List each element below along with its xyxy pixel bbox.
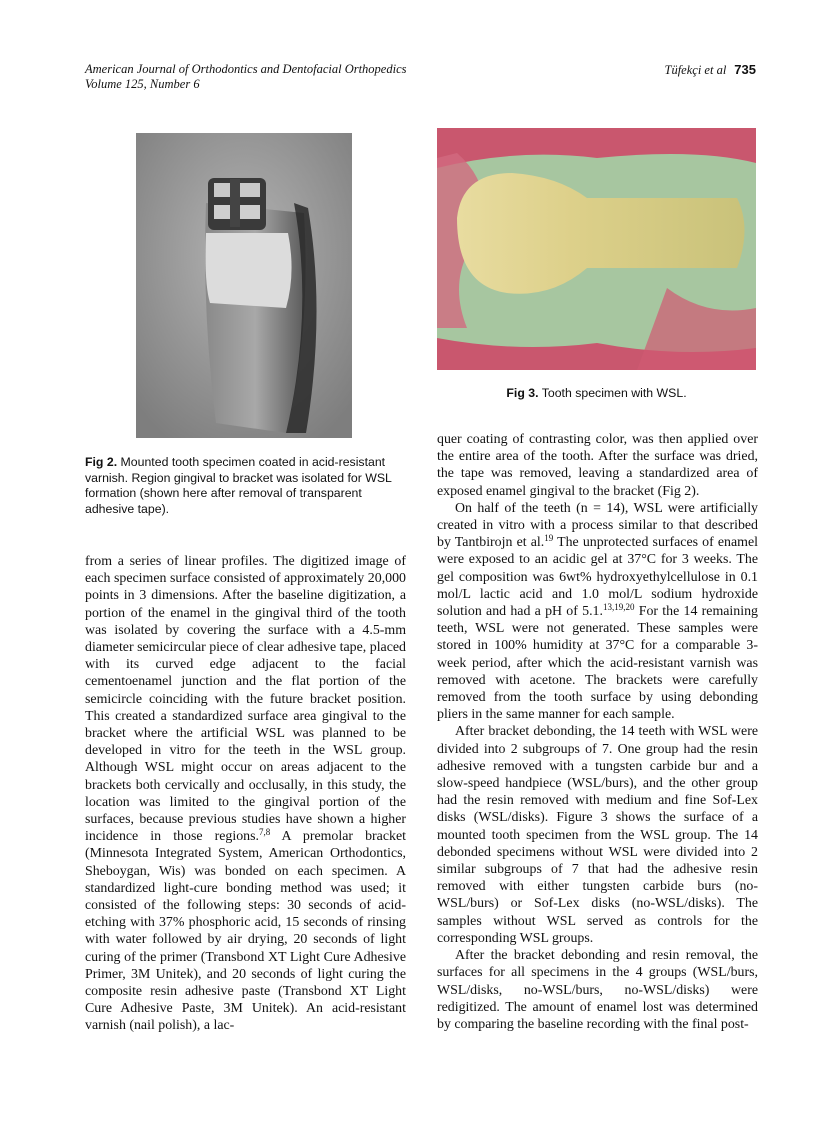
journal-volume: Volume 125, Number 6 <box>85 77 200 91</box>
figure-3-label: Fig 3. <box>506 386 539 400</box>
paragraph: After bracket debonding, the 14 teeth with WSL were divided into 2 subgroups of 7. One group had the resin adhesive removed with a tungsten carbide bur and a slow-speed handpiece (WSL/burs), and the other group had the resin removed with medium and fine Sof-Lex disks (WSL/disks). Figure 3 shows the surface of a mounted tooth specimen from the WSL group. The 14 debonded specimens without WSL were divided into 2 similar subgroups of 7 that had the adhesive resin removed with either tungsten carbide burs (no-WSL/burs) or Sof-Lex disks (no-WSL/disks). The samples without WSL served as controls for the corresponding WSL groups. <box>437 724 758 946</box>
figure-2-image <box>136 133 352 438</box>
figure-3-caption-text: Tooth specimen with WSL. <box>541 386 687 400</box>
text-segment: The unprotected surfaces of enamel were exposed to an acidic gel at 37°C for 3 weeks. The gel composition was 6wt% hydroxyethylcellulose in 0.1 mol/L lactic acid and 1.0 mol/L sodium hydroxide solution and had a pH of 5.1. <box>437 535 758 620</box>
text-segment: On half of the teeth (n = 14), WSL were artificially created in vitro with a process similar to that described by Tantbirojn et al. <box>437 500 758 551</box>
paragraph: After the bracket debonding and resin removal, the surfaces for all specimens in the 4 groups (WSL/burs, WSL/disks, no-WSL/burs, no-WSL/disks) were redigitized. The amount of enamel lost was determined by comparing the baseline recording with the final post- <box>437 948 758 1032</box>
left-column-body <box>85 553 406 1035</box>
running-header-left <box>85 62 407 92</box>
citation: 7,8 <box>258 827 271 838</box>
running-header-right <box>665 62 757 78</box>
text-segment: A premolar bracket (Minnesota Integrated System, American Orthodontics, Sheboygan, Wis) was bonded on each specimen. A standardized light-cure bonding method was used; it consisted of the following steps: 30 seconds of acid-etching with 37% phosphoric acid, 15 seconds of rinsing with water followed by air drying, 20 seconds of light curing of the primer (Transbond XT Light Cure Adhesive Primer, 3M Unitek), and 20 seconds of light curing the composite resin adhesive paste (Transbond XT Light Cure Adhesive Paste, 3M Unitek). An acid-resistant varnish (nail polish), a lac- <box>85 829 406 1034</box>
right-column-body <box>437 431 758 1033</box>
authors: Tüfekçi et al <box>664 63 727 77</box>
paragraph <box>437 500 758 724</box>
journal-title: American Journal of Orthodontics and Dentofacial Orthopedics <box>85 62 407 76</box>
figure-2-caption <box>85 455 407 517</box>
paragraph: quer coating of contrasting color, was then applied over the entire area of the tooth. After the surface was dried, the tape was removed, leaving a standardized area of exposed enamel gingival to the bracket (Fig 2). <box>437 432 758 499</box>
figure-2-label: Fig 2. <box>85 455 118 469</box>
citation: 13,19,20 <box>602 602 635 613</box>
text-segment: For the 14 remaining teeth, WSL were not generated. These samples were stored in 100% humidity at 37°C for a comparable 3-week period, after which the acid-resistant varnish was removed with acetone. The brackets were carefully removed from the tooth surface by using debonding pliers in the same manner for each sample. <box>437 604 758 723</box>
text-segment: from a series of linear profiles. The digitized image of each specimen surface consisted of approximately 20,000 points in 3 dimensions. After the baseline digitization, a portion of the enamel in the gingival third of the tooth was isolated by covering the surface with a 4.5-mm diameter semicircular piece of clear adhesive tape, placed with its curved edge adjacent to the facial cementoenamel junction and the flat portion of the semicircle coinciding with the future bracket position. This created a standardized surface area gingival to the bracket where the artificial WSL was planned to be developed in vitro for the teeth in the WSL group. Although WSL might occur on areas adjacent to the brackets both cervically and occlusally, in this study, the location was limited to the gingival portion of the surfaces, because previous studies have shown a higher incidence in those regions. <box>85 554 406 845</box>
page-number: 735 <box>734 62 756 77</box>
figure-3-caption <box>437 386 756 402</box>
figure-2-caption-text: Mounted tooth specimen coated in acid-resistant varnish. Region gingival to bracket was isolated for WSL formation (shown here after removal of transparent adhesive tape). <box>85 455 392 516</box>
figure-3-image <box>437 128 756 370</box>
paragraph <box>85 553 406 1035</box>
citation: 19 <box>544 533 554 544</box>
